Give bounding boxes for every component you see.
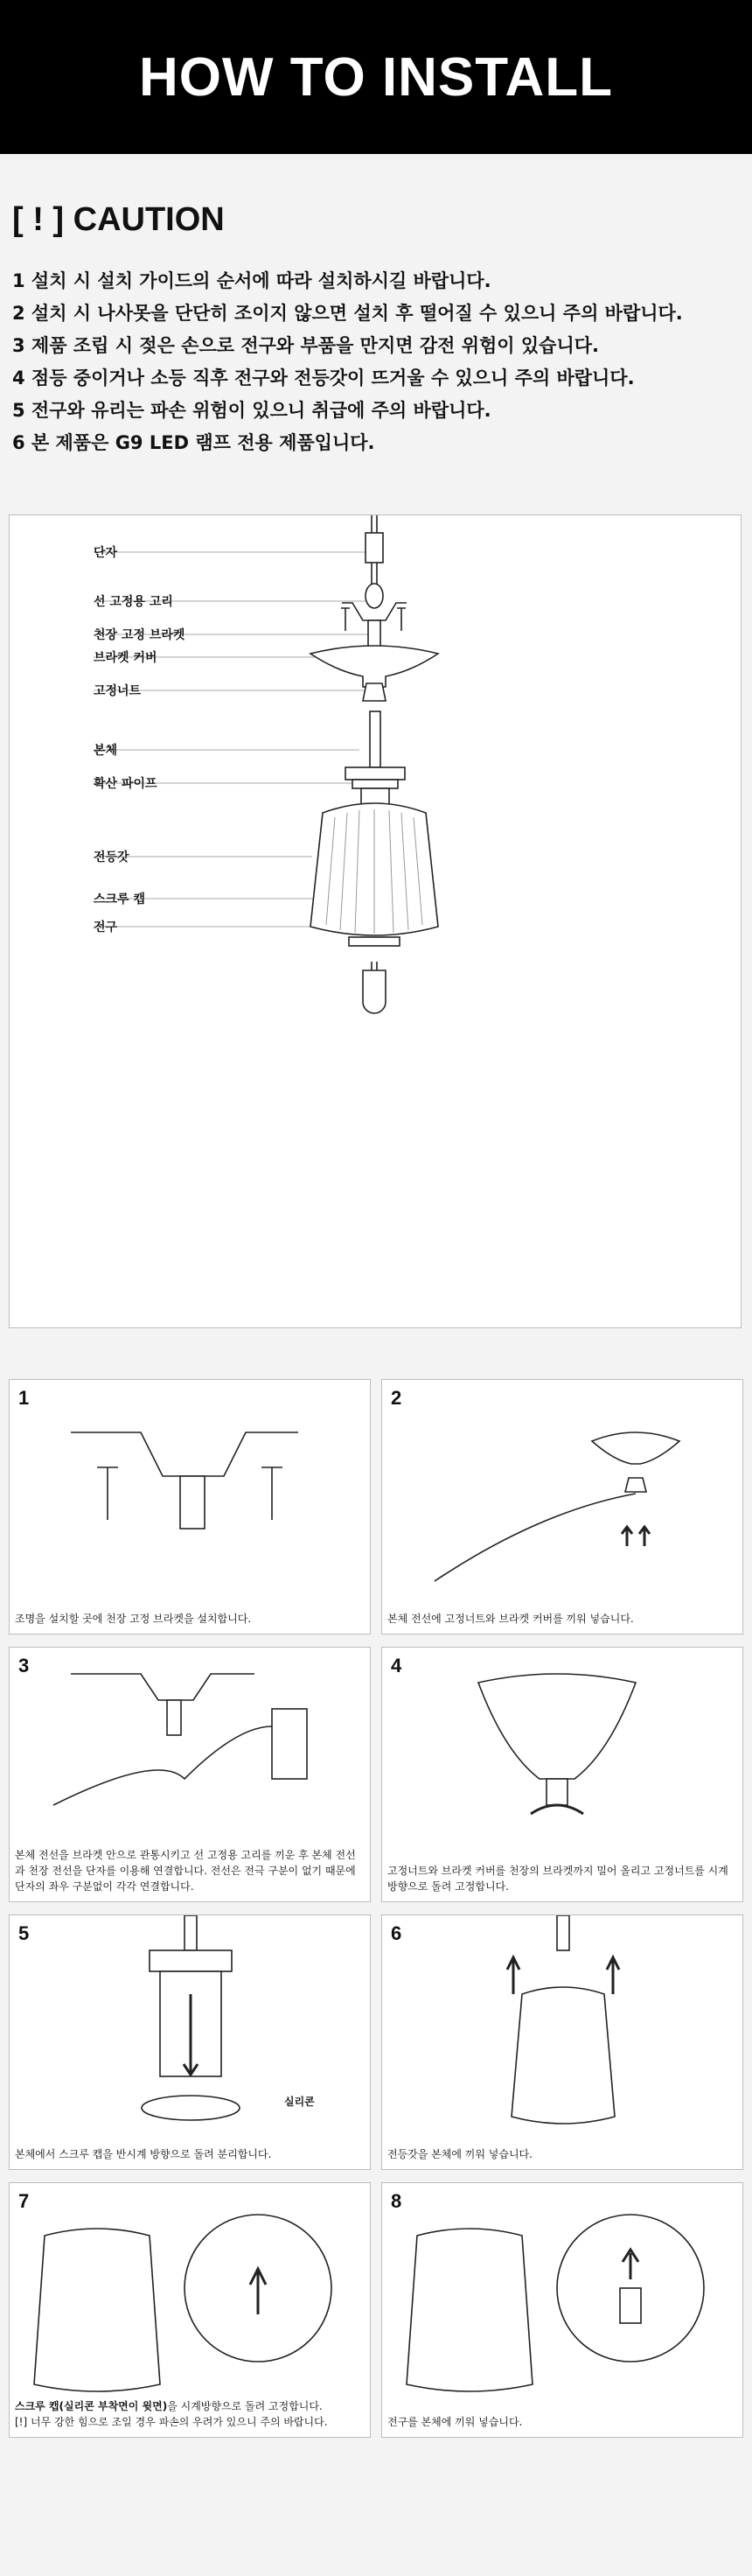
step-card-7 (9, 2182, 371, 2438)
page-title: HOW TO INSTALL (138, 46, 614, 108)
step-number: 7 (18, 2190, 30, 2212)
step-card-6 (381, 1914, 743, 2170)
step-description: 본체 전선에 고정너트와 브라켓 커버를 끼워 넣습니다. (387, 1613, 634, 1625)
part-label-body: 본체 (94, 744, 118, 758)
caution-title: [ ! ] CAUTION (12, 201, 225, 238)
page-header (0, 0, 752, 154)
caution-item: 4 점등 중이거나 소등 직후 전구와 전등갓이 뜨거울 수 있으니 주의 바랍니다. (12, 368, 635, 388)
step-card-8 (381, 2182, 743, 2438)
part-label-bulb: 전구 (94, 920, 118, 934)
step-number: 3 (18, 1655, 30, 1676)
part-label-fixing-nut: 고정너트 (94, 684, 142, 698)
step-description: 고정너트와 브라켓 커버를 천장의 브라켓까지 밀어 올리고 고정너트를 시계 방향으로 돌려 고정합니다. (387, 1865, 728, 1893)
part-label-diffuser-pipe: 확산 파이프 (94, 777, 157, 791)
step-description (15, 2398, 365, 2430)
step-description-rest: 을 시계방향으로 돌려 고정합니다. (167, 2400, 323, 2412)
part-label-ceiling-bracket: 천장 고정 브라켓 (94, 628, 185, 642)
step-card-4 (381, 1647, 743, 1902)
part-label-bracket-cover: 브라켓 커버 (94, 651, 157, 665)
caution-item: 2 설치 시 나사못을 단단히 조이지 않으면 설치 후 떨어질 수 있으니 주의 바랍니다. (12, 303, 683, 324)
caution-section (12, 201, 740, 459)
caution-item: 3 제품 조립 시 젖은 손으로 전구와 부품을 만지면 감전 위험이 있습니다. (12, 335, 600, 356)
step-number: 6 (391, 1922, 402, 1944)
step-number: 4 (391, 1655, 402, 1676)
silicone-label: 실리콘 (284, 2096, 315, 2108)
step-number: 8 (391, 2190, 402, 2212)
part-label-terminal: 단자 (94, 546, 118, 560)
step-illustration-insert-bulb (382, 2183, 743, 2438)
caution-list (12, 265, 740, 459)
caution-item: 6 본 제품은 G9 LED 램프 전용 제품입니다. (12, 432, 375, 453)
step-number: 5 (18, 1922, 30, 1944)
step-description: 본체 전선을 브라켓 안으로 관통시키고 선 고정용 고리를 끼운 후 본체 전선과 천장 전선을 단자를 이용해 연결합니다. 전선은 전극 구분이 없기 때문에 단자의 좌우 구분없이 각각 연결합니다. (15, 1849, 356, 1893)
step-illustration-bracket (10, 1380, 371, 1634)
step-illustration-cover (382, 1380, 743, 1634)
caution-item: 1 설치 시 설치 가이드의 순서에 따라 설치하시길 바랍니다. (12, 270, 491, 291)
part-label-screw-cap: 스크루 캡 (94, 892, 145, 906)
step-illustration-attach-shade (382, 1915, 743, 2170)
step-card-3 (9, 1647, 371, 1902)
step-number: 2 (391, 1387, 402, 1409)
step-description: 전구를 본체에 끼워 넣습니다. (387, 2416, 523, 2428)
step-number: 1 (18, 1387, 30, 1409)
step-description: 본체에서 스크루 캡을 반시계 방향으로 돌려 분리합니다. (15, 2148, 272, 2160)
part-label-lamp-shade: 전등갓 (94, 850, 129, 864)
step-description: 조명을 설치할 곳에 천장 고정 브라켓을 설치합니다. (15, 1613, 252, 1625)
step-card-1 (9, 1379, 371, 1634)
step-card-5 (9, 1914, 371, 2170)
parts-diagram (9, 514, 742, 1328)
part-label-wire-hook: 선 고정용 고리 (94, 595, 173, 609)
step-description-bold: 스크루 캡(실리콘 부착면이 윗면) (15, 2400, 168, 2412)
step-card-2 (381, 1379, 743, 1634)
step-illustration-remove-cap (10, 1915, 371, 2170)
step-description: 전등갓을 본체에 끼워 넣습니다. (387, 2148, 533, 2160)
caution-item: 5 전구와 유리는 파손 위험이 있으니 취급에 주의 바랍니다. (12, 400, 491, 421)
step-description-warning: [!] 너무 강한 힘으로 조일 경우 파손의 우려가 있으니 주의 바랍니다. (15, 2416, 328, 2428)
